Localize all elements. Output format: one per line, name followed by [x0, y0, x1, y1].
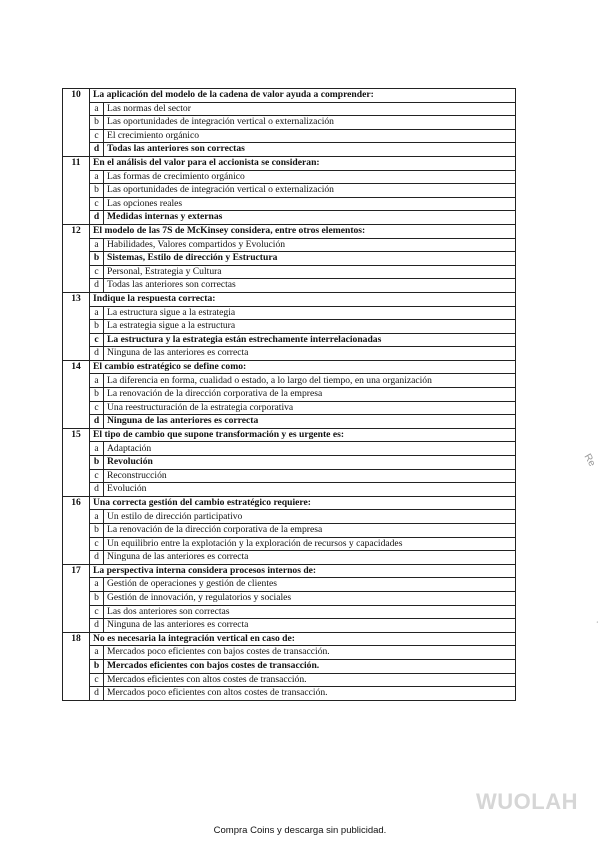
- option-row: [63, 320, 516, 334]
- option-letter: b: [90, 659, 104, 673]
- footer-text: Compra Coins y descarga sin publicidad.: [213, 825, 387, 836]
- option-row: [63, 442, 516, 456]
- option-text: Una reestructuración de la estrategia corporativa: [104, 401, 516, 415]
- option-letter: c: [90, 265, 104, 279]
- option-text: Sistemas, Estilo de dirección y Estructura: [104, 252, 516, 266]
- option-text: Las oportunidades de integración vertical o externalización: [104, 184, 516, 198]
- option-row: [63, 129, 516, 143]
- option-row: [63, 591, 516, 605]
- quiz-body: [63, 89, 516, 701]
- question-number: 13: [63, 292, 90, 360]
- option-text: Las normas del sector: [104, 102, 516, 116]
- option-letter: a: [90, 102, 104, 116]
- question-text: En el análisis del valor para el accionista se consideran:: [90, 156, 516, 170]
- quiz-table: [62, 88, 516, 701]
- option-row: [63, 279, 516, 293]
- option-text: Todas las anteriores son correctas: [104, 143, 516, 157]
- option-text: Las dos anteriores son correctas: [104, 605, 516, 619]
- option-letter: a: [90, 442, 104, 456]
- question-row: [63, 292, 516, 306]
- option-row: [63, 388, 516, 402]
- option-letter: d: [90, 687, 104, 701]
- option-letter: c: [90, 537, 104, 551]
- option-letter: b: [90, 320, 104, 334]
- option-letter: a: [90, 510, 104, 524]
- option-letter: b: [90, 184, 104, 198]
- question-row: [63, 632, 516, 646]
- question-text: Indique la respuesta correcta:: [90, 292, 516, 306]
- option-text: Reconstrucción: [104, 469, 516, 483]
- side-text-fragment: Re: [581, 452, 598, 469]
- option-letter: a: [90, 646, 104, 660]
- question-number: 15: [63, 428, 90, 496]
- option-row: [63, 265, 516, 279]
- option-letter: c: [90, 605, 104, 619]
- option-text: Las oportunidades de integración vertical o externalización: [104, 116, 516, 130]
- option-letter: d: [90, 211, 104, 225]
- option-letter: c: [90, 401, 104, 415]
- option-row-correct: [63, 211, 516, 225]
- option-letter: d: [90, 143, 104, 157]
- option-text: Las opciones reales: [104, 197, 516, 211]
- question-number: 11: [63, 156, 90, 224]
- option-text: Un equilibrio entre la explotación y la exploración de recursos y capacidades: [104, 537, 516, 551]
- question-number: 17: [63, 564, 90, 632]
- option-text: Un estilo de dirección participativo: [104, 510, 516, 524]
- option-row: [63, 524, 516, 538]
- option-row: [63, 347, 516, 361]
- question-row: [63, 564, 516, 578]
- option-letter: d: [90, 619, 104, 633]
- question-text: Una correcta gestión del cambio estratégico requiere:: [90, 496, 516, 510]
- question-text: El tipo de cambio que supone transformación y es urgente es:: [90, 428, 516, 442]
- option-letter: d: [90, 347, 104, 361]
- option-text: Ninguna de las anteriores es correcta: [104, 551, 516, 565]
- option-text: Gestión de innovación, y regulatorios y sociales: [104, 591, 516, 605]
- option-row: [63, 646, 516, 660]
- option-text: Mercados poco eficientes con bajos costes de transacción.: [104, 646, 516, 660]
- option-row: [63, 374, 516, 388]
- question-row: [63, 428, 516, 442]
- option-text: Medidas internas y externas: [104, 211, 516, 225]
- option-text: Habilidades, Valores compartidos y Evolución: [104, 238, 516, 252]
- option-row-correct: [63, 252, 516, 266]
- option-row: [63, 102, 516, 116]
- option-text: Ninguna de las anteriores es correcta: [104, 347, 516, 361]
- option-text: La renovación de la dirección corporativa de la empresa: [104, 524, 516, 538]
- option-letter: b: [90, 591, 104, 605]
- option-letter: b: [90, 252, 104, 266]
- option-text: La estructura sigue a la estrategia: [104, 306, 516, 320]
- question-text: El cambio estratégico se define como:: [90, 360, 516, 374]
- option-letter: c: [90, 673, 104, 687]
- question-text: La perspectiva interna considera procesos internos de:: [90, 564, 516, 578]
- option-text: La renovación de la dirección corporativa de la empresa: [104, 388, 516, 402]
- option-row: [63, 184, 516, 198]
- option-row-correct: [63, 659, 516, 673]
- option-row: [63, 306, 516, 320]
- option-row-correct: [63, 143, 516, 157]
- option-letter: c: [90, 197, 104, 211]
- option-row: [63, 619, 516, 633]
- option-row: [63, 238, 516, 252]
- question-row: [63, 224, 516, 238]
- option-row-correct: [63, 333, 516, 347]
- question-number: 10: [63, 89, 90, 157]
- option-letter: c: [90, 129, 104, 143]
- option-text: La estrategia sigue a la estructura: [104, 320, 516, 334]
- option-row: [63, 469, 516, 483]
- option-letter: d: [90, 551, 104, 565]
- question-row: [63, 156, 516, 170]
- option-text: Gestión de operaciones y gestión de clientes: [104, 578, 516, 592]
- option-text: El crecimiento orgánico: [104, 129, 516, 143]
- question-row: [63, 496, 516, 510]
- option-letter: b: [90, 456, 104, 470]
- option-text: Personal, Estrategia y Cultura: [104, 265, 516, 279]
- option-letter: d: [90, 415, 104, 429]
- option-letter: b: [90, 388, 104, 402]
- option-text: Adaptación: [104, 442, 516, 456]
- option-row-correct: [63, 456, 516, 470]
- question-text: El modelo de las 7S de McKinsey considera, entre otros elementos:: [90, 224, 516, 238]
- option-row: [63, 551, 516, 565]
- question-number: 14: [63, 360, 90, 428]
- option-row: [63, 605, 516, 619]
- option-text: Mercados poco eficientes con altos costes de transacción.: [104, 687, 516, 701]
- option-row: [63, 483, 516, 497]
- question-number: 16: [63, 496, 90, 564]
- option-letter: d: [90, 483, 104, 497]
- option-letter: a: [90, 170, 104, 184]
- option-row: [63, 116, 516, 130]
- option-text: Ninguna de las anteriores es correcta: [104, 619, 516, 633]
- option-text: La diferencia en forma, cualidad o estado, a lo largo del tiempo, en una organización: [104, 374, 516, 388]
- option-text: Mercados eficientes con altos costes de transacción.: [104, 673, 516, 687]
- side-text-fragment: ·: [591, 618, 602, 627]
- option-row: [63, 401, 516, 415]
- option-letter: b: [90, 116, 104, 130]
- option-letter: c: [90, 333, 104, 347]
- option-row: [63, 687, 516, 701]
- question-text: No es necesaria la integración vertical en caso de:: [90, 632, 516, 646]
- option-row: [63, 510, 516, 524]
- option-text: Revolución: [104, 456, 516, 470]
- option-row: [63, 578, 516, 592]
- option-text: Mercados eficientes con bajos costes de transacción.: [104, 659, 516, 673]
- option-text: Todas las anteriores son correctas: [104, 279, 516, 293]
- option-text: Las formas de crecimiento orgánico: [104, 170, 516, 184]
- option-row: [63, 197, 516, 211]
- option-letter: a: [90, 306, 104, 320]
- option-letter: b: [90, 524, 104, 538]
- question-text: La aplicación del modelo de la cadena de valor ayuda a comprender:: [90, 89, 516, 103]
- question-row: [63, 89, 516, 103]
- option-letter: d: [90, 279, 104, 293]
- watermark-logo: WUOLAH: [476, 789, 578, 814]
- option-row: [63, 673, 516, 687]
- question-number: 18: [63, 632, 90, 700]
- option-text: Ninguna de las anteriores es correcta: [104, 415, 516, 429]
- option-row: [63, 537, 516, 551]
- option-letter: a: [90, 578, 104, 592]
- option-text: Evolución: [104, 483, 516, 497]
- option-letter: c: [90, 469, 104, 483]
- option-letter: a: [90, 238, 104, 252]
- option-text: La estructura y la estrategia están estrechamente interrelacionadas: [104, 333, 516, 347]
- question-row: [63, 360, 516, 374]
- option-row-correct: [63, 415, 516, 429]
- option-row: [63, 170, 516, 184]
- question-number: 12: [63, 224, 90, 292]
- option-letter: a: [90, 374, 104, 388]
